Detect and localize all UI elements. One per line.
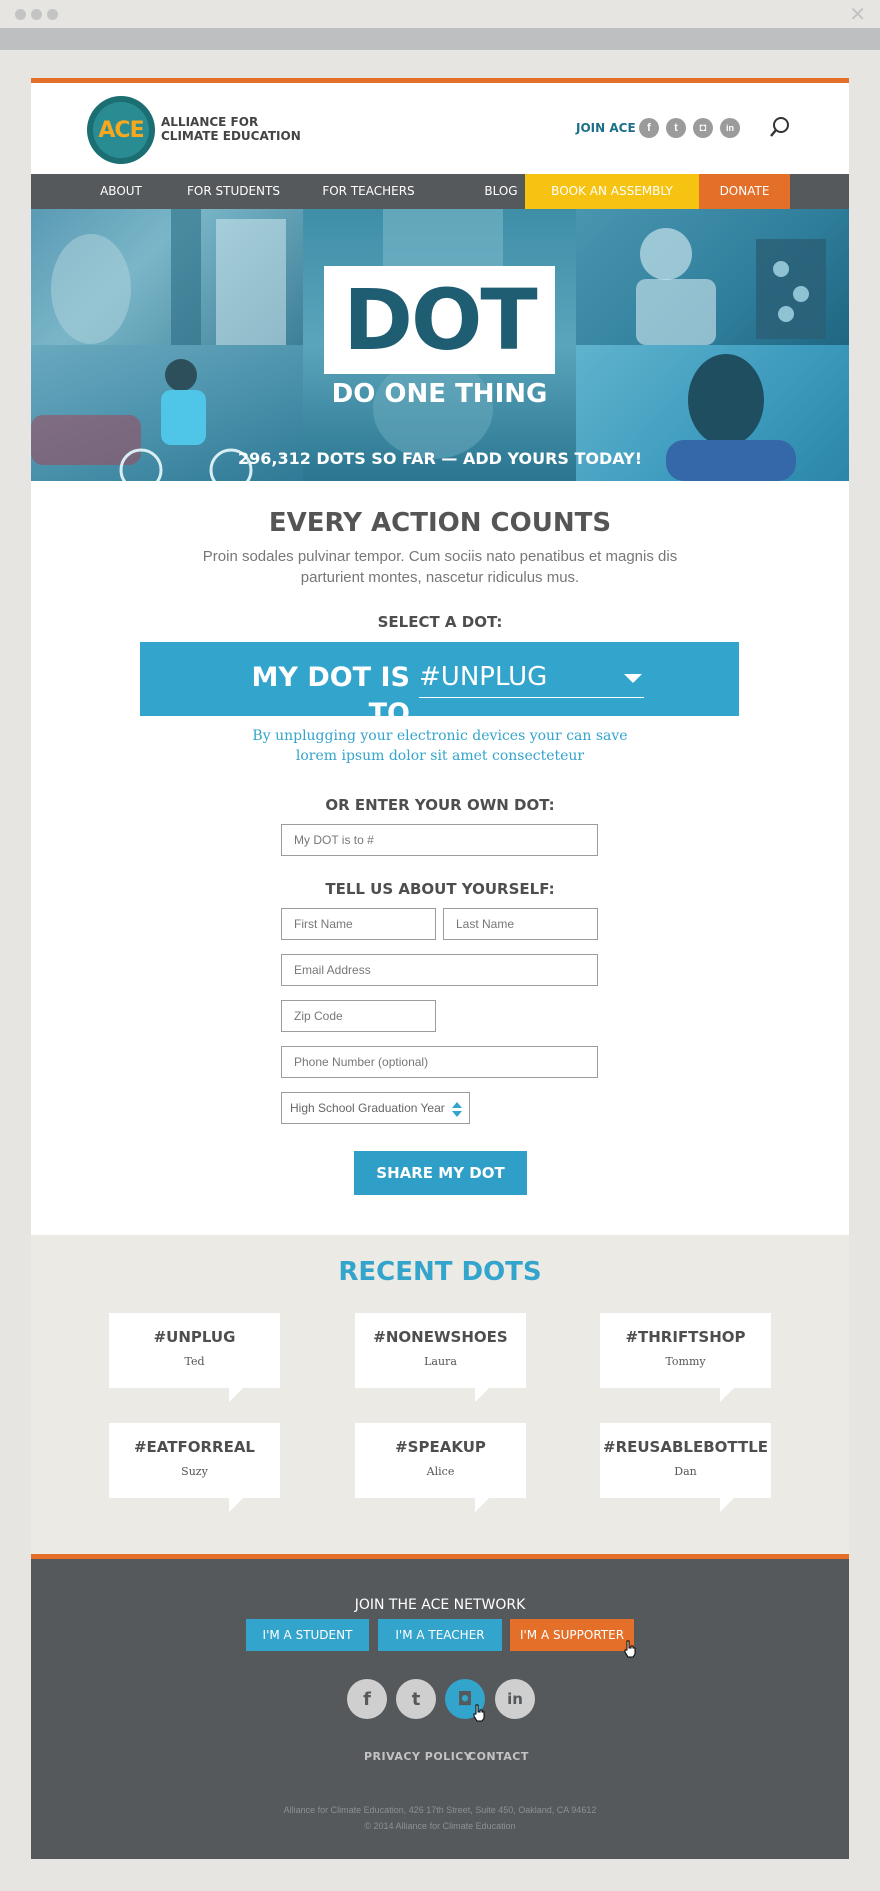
dot-card-name: Suzy bbox=[181, 1465, 208, 1478]
logo-text-line1: ALLIANCE FOR bbox=[161, 115, 259, 129]
search-icon[interactable] bbox=[769, 116, 791, 138]
email-field[interactable] bbox=[281, 954, 598, 986]
browser-toolbar bbox=[0, 28, 880, 50]
logo-text[interactable] bbox=[161, 115, 311, 143]
join-network-title: JOIN THE ACE NETWORK bbox=[354, 1597, 526, 1613]
dot-card[interactable] bbox=[355, 1423, 526, 1498]
speech-tail bbox=[229, 1388, 243, 1402]
dot-logo-box bbox=[324, 266, 555, 374]
chevron-down-icon bbox=[452, 1111, 462, 1117]
own-dot-input[interactable] bbox=[281, 824, 598, 856]
hand-cursor-icon bbox=[623, 1640, 637, 1658]
speech-tail bbox=[720, 1498, 734, 1512]
nav-item-about[interactable]: ABOUT bbox=[100, 184, 142, 198]
hero-photo-thrift-art bbox=[31, 209, 303, 345]
facebook-icon[interactable]: f bbox=[639, 118, 659, 138]
footer-address bbox=[31, 1802, 849, 1834]
main-nav bbox=[31, 174, 849, 209]
chevron-up-icon bbox=[452, 1102, 462, 1108]
dot-card[interactable] bbox=[109, 1423, 280, 1498]
dot-card-name: Laura bbox=[424, 1355, 457, 1368]
dot-prefix-label: MY DOT IS TO bbox=[251, 662, 410, 729]
logo-mark: ACE bbox=[93, 102, 149, 158]
address-line: Alliance for Climate Education, 426 17th Street, Suite 450, Oakland, CA 94612 bbox=[283, 1805, 597, 1815]
dot-card-name: Ted bbox=[184, 1355, 205, 1368]
dot-selector[interactable] bbox=[140, 642, 739, 729]
dot-card-tag: #UNPLUG bbox=[153, 1328, 236, 1346]
recent-dots-title: RECENT DOTS bbox=[338, 1257, 542, 1287]
chevron-down-icon[interactable] bbox=[624, 674, 642, 683]
graduation-year-select[interactable] bbox=[281, 1092, 470, 1124]
nav-item-for-teachers[interactable]: FOR TEACHERS bbox=[322, 184, 415, 198]
recent-dots-section bbox=[31, 1235, 849, 1554]
ace-logo[interactable] bbox=[87, 96, 155, 164]
hero-dot-count: 296,312 DOTS SO FAR — ADD YOURS TODAY! bbox=[237, 449, 643, 468]
window-dot-icon[interactable] bbox=[47, 9, 58, 20]
window-dot-icon[interactable] bbox=[31, 9, 42, 20]
dot-card-tag: #THRIFTSHOP bbox=[625, 1328, 746, 1346]
contact-link[interactable]: CONTACT bbox=[468, 1750, 529, 1763]
linkedin-icon[interactable]: in bbox=[495, 1679, 535, 1719]
first-name-field[interactable] bbox=[281, 908, 436, 940]
dot-select-dropdown[interactable]: #UNPLUG bbox=[419, 660, 644, 698]
copyright-line: © 2014 Alliance for Climate Education bbox=[364, 1821, 516, 1831]
dot-description: By unplugging your electronic devices your can save lorem ipsum dolor sit amet consecteteur bbox=[252, 728, 628, 764]
hero-photo-recycle-art bbox=[576, 209, 849, 345]
site-footer bbox=[31, 1554, 849, 1859]
dot-logo-word: DOT bbox=[343, 271, 536, 369]
supporter-button[interactable]: I'M A SUPPORTER bbox=[510, 1619, 634, 1651]
logo-text-line2: CLIMATE EDUCATION bbox=[161, 129, 301, 143]
close-icon[interactable]: ✕ bbox=[849, 2, 866, 26]
facebook-icon[interactable]: f bbox=[347, 1679, 387, 1719]
hero-photo-recycle bbox=[576, 209, 849, 345]
window-dot-icon[interactable] bbox=[15, 9, 26, 20]
instagram-icon[interactable]: ◘ bbox=[693, 118, 713, 138]
hero-tagline: DO ONE THING bbox=[331, 379, 548, 409]
dot-card-tag: #EATFORREAL bbox=[133, 1438, 255, 1456]
about-yourself-label: TELL US ABOUT YOURSELF: bbox=[325, 880, 555, 898]
dot-card[interactable] bbox=[109, 1313, 280, 1388]
own-dot-label: OR ENTER YOUR OWN DOT: bbox=[325, 796, 555, 814]
donate-button[interactable]: DONATE bbox=[699, 174, 790, 209]
dot-card[interactable] bbox=[600, 1423, 771, 1498]
speech-tail bbox=[475, 1388, 489, 1402]
nav-item-blog[interactable]: BLOG bbox=[484, 184, 518, 198]
dot-card[interactable] bbox=[600, 1313, 771, 1388]
phone-field[interactable] bbox=[281, 1046, 598, 1078]
dot-card-name: Tommy bbox=[665, 1355, 706, 1368]
teacher-button[interactable]: I'M A TEACHER bbox=[378, 1619, 502, 1651]
zip-code-field[interactable] bbox=[281, 1000, 436, 1032]
speech-tail bbox=[475, 1498, 489, 1512]
hero-banner bbox=[31, 209, 849, 481]
linkedin-icon[interactable]: in bbox=[720, 118, 740, 138]
hero-photo-thrift bbox=[31, 209, 303, 345]
twitter-icon[interactable]: t bbox=[666, 118, 686, 138]
footer-accent-line bbox=[31, 1554, 849, 1559]
select-dot-label: SELECT A DOT: bbox=[377, 613, 503, 631]
web-page bbox=[31, 78, 849, 1859]
dot-card-tag: #NONEWSHOES bbox=[373, 1328, 508, 1346]
dot-card-tag: #SPEAKUP bbox=[395, 1438, 486, 1456]
dot-card-name: Alice bbox=[426, 1465, 455, 1478]
dot-card-tag: #REUSABLEBOTTLE bbox=[603, 1438, 768, 1456]
dot-card[interactable] bbox=[355, 1313, 526, 1388]
hand-cursor-icon bbox=[472, 1704, 486, 1722]
instagram-icon[interactable]: ◘ bbox=[445, 1679, 485, 1719]
join-ace-link[interactable]: JOIN ACE bbox=[576, 121, 636, 135]
speech-tail bbox=[720, 1388, 734, 1402]
intro-text: Proin sodales pulvinar tempor. Cum sociis nato penatibus et magnis dis parturient montes, nascetur ridiculus mus. bbox=[202, 548, 678, 586]
last-name-field[interactable] bbox=[443, 908, 598, 940]
student-button[interactable]: I'M A STUDENT bbox=[246, 1619, 369, 1651]
speech-tail bbox=[229, 1498, 243, 1512]
graduation-year-value: High School Graduation Year bbox=[290, 1101, 445, 1115]
book-assembly-button[interactable]: BOOK AN ASSEMBLY bbox=[525, 174, 699, 209]
page-title: EVERY ACTION COUNTS bbox=[268, 508, 612, 538]
top-accent-line bbox=[31, 78, 849, 83]
share-my-dot-button[interactable]: SHARE MY DOT bbox=[354, 1151, 527, 1195]
dot-card-name: Dan bbox=[674, 1465, 697, 1478]
twitter-icon[interactable]: t bbox=[396, 1679, 436, 1719]
nav-item-for-students[interactable]: FOR STUDENTS bbox=[187, 184, 280, 198]
privacy-policy-link[interactable]: PRIVACY POLICY bbox=[364, 1750, 473, 1763]
